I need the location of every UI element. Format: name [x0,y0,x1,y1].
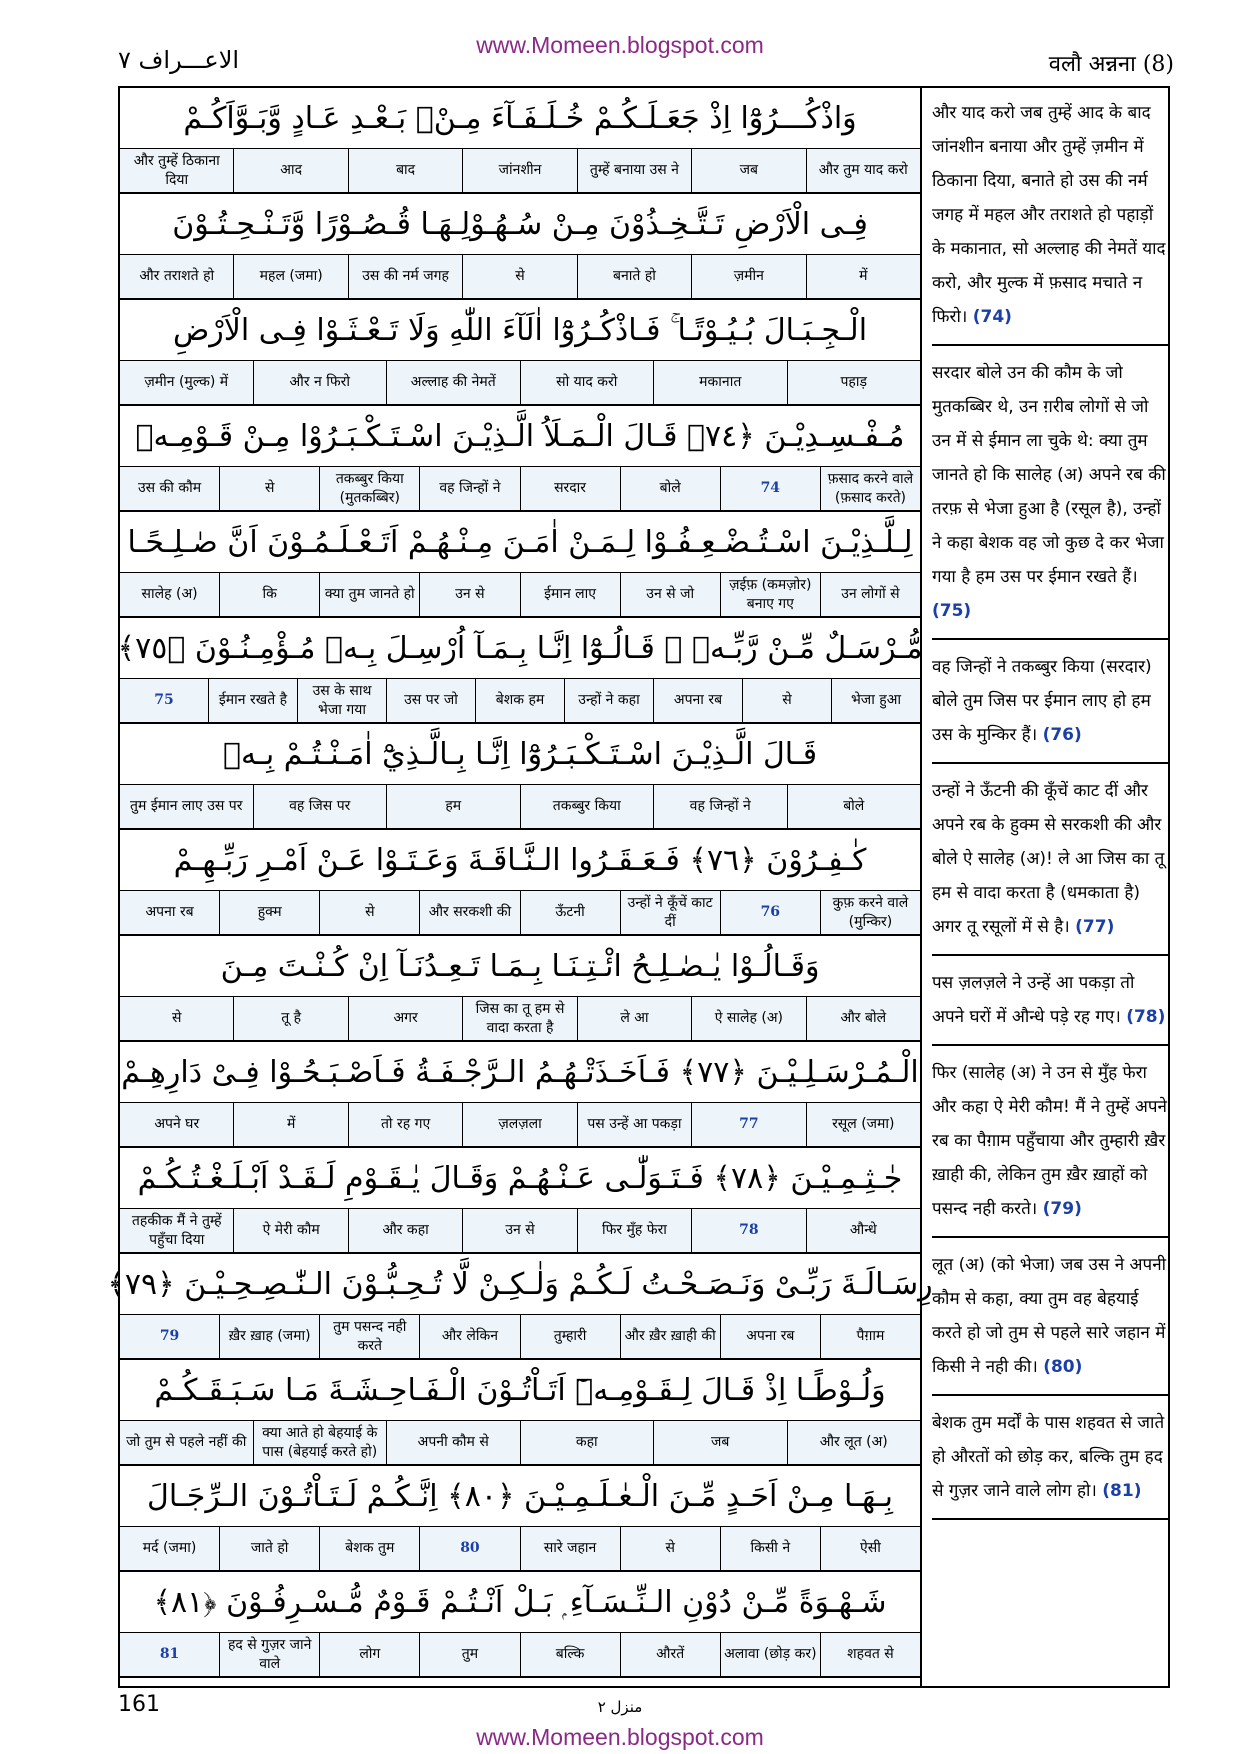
arabic-line: جٰـثِـمِـيْـنَ ﴿٧٨﴾ فَـتَـوَلّٰـى عَـنْـهُـمْ وَقَـالَ يٰـقَـوْمِ لَـقَـدْ اَبْـلَـغْـتُـكُـمْ [120,1148,920,1209]
word-meaning-cell: बोले [787,785,921,828]
word-meaning-cell: और तुम याद करो [806,149,920,192]
verse-number: (79) [1042,1199,1082,1219]
verse-number: (77) [1075,917,1115,937]
top-url: www.Momeen.blogspot.com [476,32,764,58]
word-meaning-cell: पस उन्हें आ पकड़ा [577,1103,691,1146]
word-meaning-cell: ज़लज़ला [462,1103,576,1146]
arabic-line: الْـجِـبَـالَ بُـيُـوْتًـا ۚ فَـاذْكُـرُوْٓا اٰلَآءَ اللّٰهِ وَلَا تَـعْـثَـوْا فِـى الْاَرْضِ [120,300,920,361]
word-meaning-cell: से [319,891,419,934]
word-meaning-cell: उस की नर्म जगह [348,255,462,298]
surah-name: الاعـــراف ۷ [118,46,240,74]
translation-paragraph [932,96,1168,346]
translation-row [120,1209,920,1254]
translation-paragraph [932,356,1168,640]
word-meaning-cell: उस के साथ भेजा गया [297,679,386,722]
page-number: 161 [118,1692,160,1717]
verse-number-cell: 75 [154,692,174,708]
translation-row [120,255,920,300]
word-meaning-cell: और तुम्हें ठिकाना दिया [133,152,220,188]
word-meaning-cell: जांनशीन [462,149,576,192]
arabic-line: مُّـرْسَـلٌ مِّـنْ رَّبِّـهٖ ۭ قَـالُـوْٓا اِنَّـا بِـمَـآ اُرْسِـلَ بِـهٖ مُـؤْمِـنُـوْنَ ﴿٧٥﴾ [120,618,920,679]
word-meaning-cell: अपना रब [653,679,742,722]
arabic-line: وَقَـالُـوْا يٰـصٰـلِـحُ ائْـتِـنَـا بِـمَـا تَـعِـدُنَـآ اِنْ كُـنْـتَ مِـنَ [120,936,920,997]
verse-number-cell: 74 [720,467,820,510]
word-meaning-cell: तुम पसन्द नही करते [319,1315,419,1358]
word-meaning-cell: उस पर जो [386,679,475,722]
verse-number: (80) [1043,1357,1083,1377]
word-meaning-cell: सारे जहान [520,1527,620,1570]
translation-paragraph [932,650,1168,764]
word-meaning-cell: और लेकिन [419,1315,519,1358]
word-meaning-cell: महल (जमा) [233,255,347,298]
word-meaning-cell: पहाड़ [787,361,921,404]
verse-number: (81) [1102,1481,1142,1501]
word-meaning-cell: तो रह गए [348,1103,462,1146]
translation-paragraph [932,1406,1168,1520]
translation-text: और याद करो जब तुम्हें आद के बाद जांनशीन बनाया और तुम्हें ज़मीन में ठिकाना दिया, बनाते हो उस की नर्म जगह में महल और तराशते हो पहाड़ों के मकानात, सो अल्लाह की नेमतें याद करो, और मुल्क में फ़साद मचाते न फिरो। [932,103,1166,327]
arabic-line: لِـلَّـذِيْـنَ اسْـتُـضْـعِـفُـوْا لِـمَـنْ اٰمَـنَ مِـنْـهُـمْ اَتَـعْـلَـمُـوْنَ اَنَّ صٰـلِـحًـا [120,512,920,573]
word-meaning-cell: कहा [520,1421,654,1464]
word-meaning-cell: शहवत से [820,1633,920,1676]
word-meaning-cell: अगर [348,997,462,1040]
translation-row [120,1315,920,1360]
bottom-url: www.Momeen.blogspot.com [476,1724,764,1750]
word-meaning-cell: से [462,255,576,298]
word-meaning-cell: तहकीक मैं ने तुम्हें पहुँचा दिया [131,1212,222,1248]
word-meaning-cell: आद [233,149,347,192]
word-meaning-cell: जो तुम से पहले नहीं की [126,1434,247,1450]
word-meaning-cell: जब [653,1421,787,1464]
arabic-line: وَاذْكُـــرُوْٓا اِذْ جَعَـلَـكُـمْ خُـلَـفَـآءَ مِـنْۢ بَـعْـدِ عَـادٍ وَّبَـوَّاَكُـمْ [120,88,920,149]
arabic-line: مُـفْـسِـدِيْـنَ ﴿٧٤﴾ قَـالَ الْـمَـلَاُ الَّـذِيْـنَ اسْـتَـكْـبَـرُوْا مِـنْ قَـوْمِـهٖ [120,406,920,467]
word-meaning-cell: जाते हो [219,1527,319,1570]
word-meaning-cell: हुक्म [219,891,319,934]
arabic-line: قَـالَ الَّـذِيْـنَ اسْـتَـكْـبَـرُوْٓا اِنَّـا بِـالَّـذِيْٓ اٰمَـنْـتُـمْ بِـهٖ [120,724,920,785]
word-meaning-cell: बाद [348,149,462,192]
word-meaning-cell: मर्द (जमा) [142,1540,197,1556]
word-meaning-cell: ज़मीन (मुल्क) में [144,374,229,390]
word-meaning-cell: उस की कौम [137,480,202,496]
translation-text: लूत (अ) (को भेजा) जब उस ने अपनी कौम से कहा, क्या तुम वह बेहयाई करते हो जो तुम से पहले सारे जहान में किसी ने नही की। [932,1255,1167,1377]
word-meaning-cell: फिर मुँह फेरा [577,1209,691,1252]
translation-row [120,891,920,936]
arabic-line: وَلُـوْطًـا اِذْ قَـالَ لِـقَـوْمِـهٖٓ اَتَـاْتُـوْنَ الْـفَـاحِـشَـةَ مَـا سَـبَـقَـكُـمْ [120,1360,920,1421]
word-meaning-cell: ऐ सालेह (अ) [691,997,805,1040]
word-meaning-cell: जिस का तू हम से वादा करता है [462,997,576,1040]
word-meaning-cell: अलावा (छोड़ कर) [720,1633,820,1676]
word-meaning-cell: वह जिन्हों ने [419,467,519,510]
word-meaning-cell: से [620,1527,720,1570]
word-meaning-cell: ख़ैर ख़ाह (जमा) [219,1315,319,1358]
translation-text: वह जिन्हों ने तकब्बुर किया (सरदार) बोले तुम जिस पर ईमान लाए हो हम उस के मुन्किर हैं। [932,657,1152,745]
word-meaning-cell: ऐ मेरी कौम [233,1209,347,1252]
word-meaning-cell: हम [386,785,520,828]
word-meaning-cell: ऐसी [820,1527,920,1570]
translation-row [120,997,920,1042]
word-meaning-cell: सो याद करो [520,361,654,404]
word-meaning-cell: तू है [233,997,347,1040]
word-meaning-cell: वह जिन्हों ने [653,785,787,828]
word-meaning-cell: अपनी कौम से [386,1421,520,1464]
word-meaning-cell: उन लोगों से [820,573,920,616]
word-meaning-cell: ज़ईफ़ (कमज़ोर) बनाए गए [720,573,820,616]
translation-row [120,1633,920,1678]
word-meaning-cell: तकब्बुर किया (मुतकब्बिर) [319,467,419,510]
translation-paragraph [932,774,1168,956]
word-meaning-cell: जब [691,149,805,192]
translation-row [120,1421,920,1466]
verse-number-cell: 79 [159,1328,180,1344]
word-meaning-cell: मकानात [653,361,787,404]
translation-row [120,679,920,724]
juz-name: वलौ अन्नना (8) [1048,52,1174,77]
verse-number-cell: 81 [159,1646,180,1662]
translation-row [120,1527,920,1572]
word-meaning-cell: किसी ने [720,1527,820,1570]
verse-number-cell: 77 [691,1103,805,1146]
word-meaning-cell: और ख़ैर ख़ाही की [620,1315,720,1358]
word-meaning-cell: उन्हों ने कहा [564,679,653,722]
verse-number: (78) [1126,1007,1166,1027]
word-meaning-cell: में [806,255,920,298]
verse-number-cell: 78 [691,1209,805,1252]
word-grid [107,88,933,1686]
word-meaning-cell: कि [219,573,319,616]
word-meaning-cell: ईमान रखते है [208,679,297,722]
word-meaning-cell: उन से [419,573,519,616]
word-meaning-cell: बेशक तुम [319,1527,419,1570]
word-meaning-cell: बल्कि [520,1633,620,1676]
arabic-line: رِسَـالَـةَ رَبِّـىْ وَنَـصَـحْـتُ لَـكُـمْ وَلٰـكِـنْ لَّا تُـحِـبُّـوْنَ الـنّٰـصِـحِـيْـنَ ﴿٧٩﴾ [120,1254,920,1315]
translation-row [120,785,920,830]
verse-number-cell: 80 [419,1527,519,1570]
word-meaning-cell: वह जिस पर [253,785,387,828]
word-meaning-cell: भेजा हुआ [831,679,920,722]
word-meaning-cell: लोग [319,1633,419,1676]
page-frame [107,86,1170,1688]
arabic-line: شَـهْـوَةً مِّـنْ دُوْنِ الـنِّـسَـآءِ ۭ بَـلْ اَنْـتُـمْ قَـوْمٌ مُّـسْـرِفُـوْنَ ﴿٨١﴾ [120,1572,920,1633]
translation-text: बेशक तुम मर्दों के पास शहवत से जाते हो औरतों को छोड़ कर, बल्कि तुम हद से गुज़र जाने वाले लोग हो। [932,1413,1165,1501]
word-meaning-cell: बेशक हम [475,679,564,722]
word-meaning-cell: सरदार [520,467,620,510]
translation-text: फिर (सालेह (अ) ने उन से मुँह फेरा और कहा ऐ मेरी कौम! मैं ने तुम्हें अपने रब का पैग़ाम पहुँचाया और तुम्हारी ख़ैर ख़ाही की, लेकिन तुम ख़ैर ख़ाहों को पसन्द नही करते। [932,1063,1167,1219]
verse-number: (74) [972,307,1012,327]
word-meaning-cell: से [742,679,831,722]
translation-row [120,149,920,194]
word-meaning-cell: ईमान लाए [520,573,620,616]
word-meaning-cell: से [219,467,319,510]
verse-number: (75) [932,601,972,621]
word-meaning-cell: औरतें [620,1633,720,1676]
word-meaning-cell: से [172,1010,182,1026]
translation-text: सरदार बोले उन की कौम के जो मुतकब्बिर थे, उन ग़रीब लोगों से जो उन में से ईमान ला चुके थे: क्या तुम जानते हो कि सालेह (अ) अपने रब की तरफ़ से भेजा हुआ है (रसूल है), उन्हों ने कहा बेशक वह जो कुछ दे कर भेजा गया है हम उस पर ईमान रखते हैं। [932,363,1166,587]
translation-paragraph [932,1056,1168,1238]
word-meaning-cell: अपना रब [720,1315,820,1358]
word-meaning-cell: उन से जो [620,573,720,616]
word-meaning-cell: हद से गुज़र जाने वाले [219,1633,319,1676]
word-meaning-cell: तुम ईमान लाए उस पर [130,798,243,814]
translation-row [120,1103,920,1148]
word-meaning-cell: उन से [462,1209,576,1252]
word-meaning-cell: और तराशते हो [139,268,215,284]
word-meaning-cell: और लूत (अ) [787,1421,921,1464]
translation-row [120,573,920,618]
word-meaning-cell: अपना रब [145,904,194,920]
arabic-line: الْـمُـرْسَـلِـيْـنَ ﴿٧٧﴾ فَـاَخَـذَتْـهُـمُ الـرَّجْـفَـةُ فَـاَصْـبَـحُـوْا فِـىْ دَارِهِـمْ [120,1042,920,1103]
word-meaning-cell: ऊँटनी [520,891,620,934]
word-meaning-cell: उन्हों ने कूँचें काट दीं [620,891,720,934]
translation-row [120,467,920,512]
translation-row [120,361,920,406]
translation-paragraph [932,1248,1168,1396]
word-meaning-cell: सालेह (अ) [141,586,198,602]
word-meaning-cell: बनाते हो [577,255,691,298]
word-meaning-cell: बोले [620,467,720,510]
word-meaning-cell: और सरकशी की [419,891,519,934]
arabic-line: فِـى الْاَرْضِ تَـتَّـخِـذُوْنَ مِـنْ سُـهُـوْلِـهَـا قُـصُـوْرًا وَّتَـنْـحِـتُـوْنَ [120,194,920,255]
word-meaning-cell: पैग़ाम [820,1315,920,1358]
word-meaning-cell: और कहा [348,1209,462,1252]
word-meaning-cell: क्या आते हो बेहयाई के पास (बेहयाई करते हो) [253,1421,387,1464]
word-meaning-cell: में [233,1103,347,1146]
word-meaning-cell: तकब्बुर किया [520,785,654,828]
manzil-label: منزل ٢ [597,1698,643,1716]
word-meaning-cell: रसूल (जमा) [806,1103,920,1146]
word-meaning-cell: तुम [419,1633,519,1676]
word-meaning-cell: अपने घर [154,1116,200,1132]
translation-text: उन्हों ने ऊँटनी की कूँचें काट दीं और अपने रब के हुक्म से सरकशी की और बोले ऐ सालेह (अ)! ले आ जिस का तू हम से वादा करता है (धमकाता है) अगर तू रसूलों में से है। [932,781,1165,937]
word-meaning-cell: औन्धे [806,1209,920,1252]
word-meaning-cell: कुफ़ करने वाले (मुन्किर) [820,891,920,934]
word-meaning-cell: फ़साद करने वाले (फ़साद करते) [820,467,920,510]
word-meaning-cell: तुम्हें बनाया उस ने [577,149,691,192]
arabic-line: كٰـفِـرُوْنَ ﴿٧٦﴾ فَـعَـقَـرُوا الـنَّـاقَـةَ وَعَـتَـوْا عَـنْ اَمْـرِ رَبِّـهِـمْ [120,830,920,891]
word-meaning-cell: और बोले [806,997,920,1040]
word-meaning-cell: और न फिरो [253,361,387,404]
translation-text: पस ज़लज़ले ने उन्हें आ पकड़ा तो अपने घरों में औन्धे पड़े रह गए। [932,973,1135,1027]
word-meaning-cell: ले आ [577,997,691,1040]
verse-number-cell: 76 [720,891,820,934]
column-divider [920,88,922,1686]
word-meaning-cell: ज़मीन [691,255,805,298]
verse-number: (76) [1042,725,1082,745]
word-meaning-cell: तुम्हारी [520,1315,620,1358]
word-meaning-cell: क्या तुम जानते हो [319,573,419,616]
word-meaning-cell: अल्लाह की नेमतें [386,361,520,404]
arabic-line: بِـهَـا مِـنْ اَحَـدٍ مِّـنَ الْـعٰـلَـمِـيْـنَ ﴿٨٠﴾ اِنَّـكُـمْ لَـتَـاْتُـوْنَ الـرِّجَـالَ [120,1466,920,1527]
side-translation [932,96,1168,1530]
translation-paragraph [932,966,1168,1046]
